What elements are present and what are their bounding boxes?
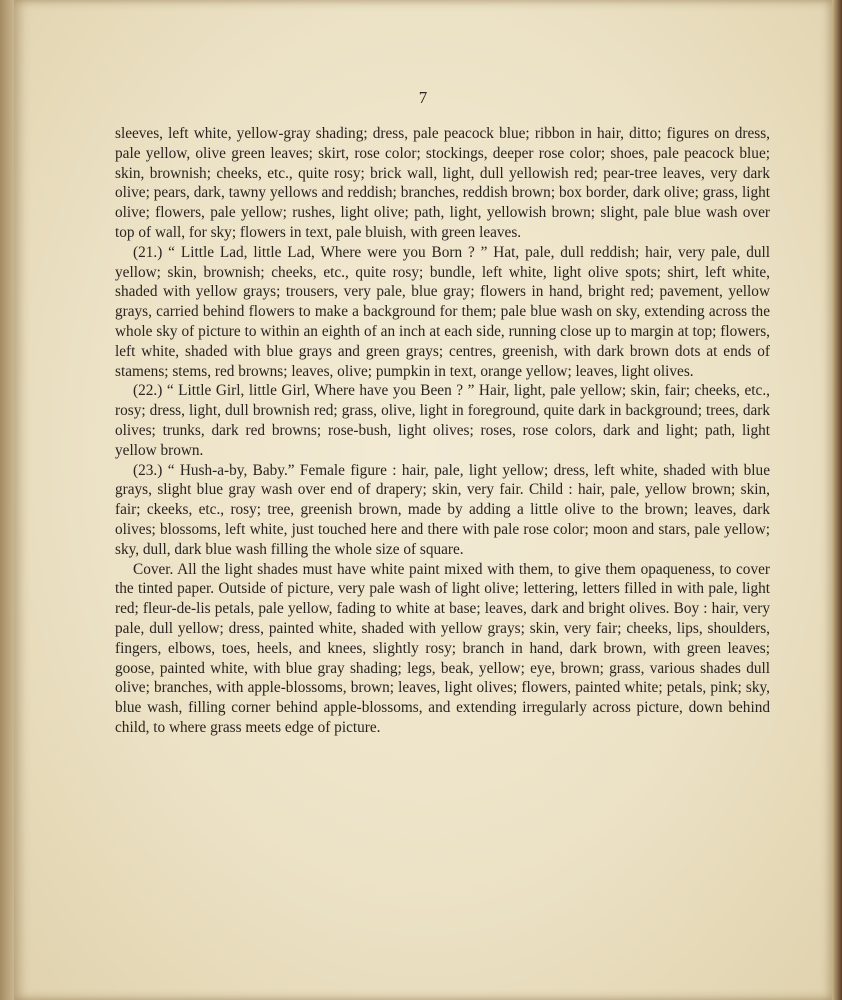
paragraph-item-23: (23.) “ Hush-a-by, Baby.” Female figure : hair, pale, light yellow; dress, left white, shaded with blue grays, slight blue gray wash over end of drapery; skin, very fair. Child : hair, pale, yellow brown; skin, fair; ckeeks, etc., rosy; tree, greenish brown, made by adding a little olive to the brown; leaves, dark olives; blossoms, left white, just touched here and there with pale rose color; moon and stars, pale yellow; sky, dull, dark blue wash filling the whole size of square. xyxy=(115,461,770,558)
book-cover-edge xyxy=(832,0,842,1000)
book-spine-shadow xyxy=(0,0,14,1000)
paragraph-cover: Cover. All the light shades must have white paint mixed with them, to give them opaqueness, to cover the tinted paper. Outside of picture, very pale wash of light olive; lettering, letters filled in with pale, light red; fleur-de-lis petals, pale yellow, fading to white at base; leaves, dark and bright olives. Boy : hair, very pale, dull yellow; dress, painted white, shaded with yellow grays; skin, very fair; cheeks, lips, shoulders, fingers, elbows, toes, heels, and knees, slightly rosy; branch in hand, dark brown, with green leaves; goose, painted white, with blue gray shading; legs, beak, yellow; eye, brown; grass, various shades dull olive; branches, with apple-blossoms, brown; leaves, light olives; flowers, painted white; petals, pink; sky, blue wash, filling corner behind apple-blossoms, and extending irregularly across picture, down behind child, to where grass meets edge of picture. xyxy=(115,560,770,736)
book-page xyxy=(14,0,832,1000)
paragraph-item-22: (22.) “ Little Girl, little Girl, Where have you Been ? ” Hair, light, pale yellow; skin, fair; cheeks, etc., rosy; dress, light, dull brownish red; grass, olive, light in foreground, quite dark in background; trees, dark olives; trunks, dark red browns; rose-bush, light olives; roses, rose colors, dark and light; path, light yellow brown. xyxy=(115,382,770,459)
page-number: 7 xyxy=(418,88,428,107)
page-body-text xyxy=(115,124,770,738)
paragraph-continuation: sleeves, left white, yellow-gray shading; dress, pale peacock blue; ribbon in hair, ditto; figures on dress, pale yellow, olive green leaves; skirt, rose color; stockings, deeper rose color; shoes, pale peacock blue; skin, brownish; cheeks, etc., quite rosy; brick wall, light, dull yellowish red; pear-tree leaves, very dark olive; pears, dark, tawny yellows and reddish; branches, reddish brown; box border, dark olive; grass, light olive; flowers, pale yellow; rushes, light olive; path, light, yellowish brown; slight, pale blue wash over top of wall, for sky; flowers in text, pale bluish, with green leaves. xyxy=(115,125,770,241)
paragraph-item-21: (21.) “ Little Lad, little Lad, Where were you Born ? ” Hat, pale, dull reddish; hair, very pale, dull yellow; skin, brownish; cheeks, etc., quite rosy; bundle, left white, light olive spots; shirt, left white, shaded with yellow grays; trousers, very pale, blue gray; flowers in hand, bright red; pavement, yellow grays, carried behind flowers to make a background for them; pale blue wash on sky, extending across the whole sky of picture to within an eighth of an inch at each side, running close up to margin at top; flowers, left white, shaded with blue grays and green grays; centres, greenish, with dark brown dots at ends of stamens; stems, red browns; leaves, olive; pumpkin in text, orange yellow; leaves, light olives. xyxy=(115,243,770,380)
